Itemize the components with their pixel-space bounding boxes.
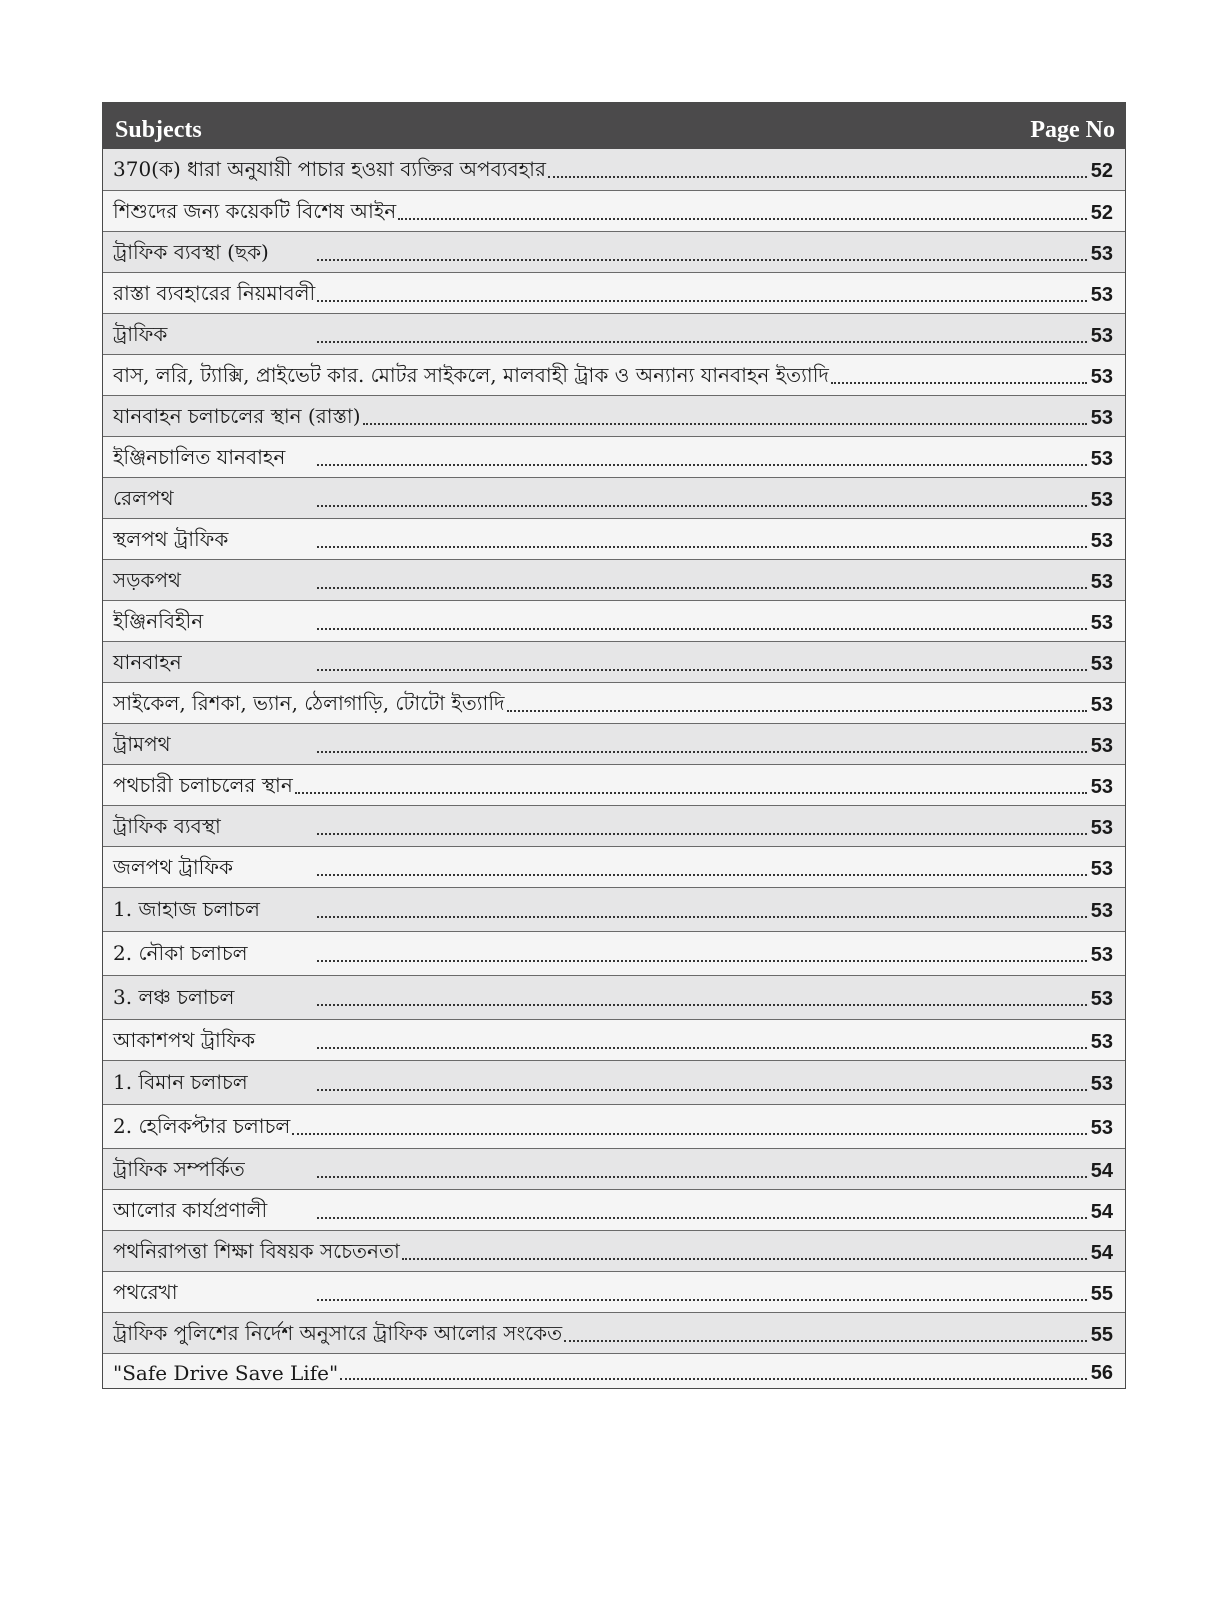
toc-row <box>103 1189 1125 1230</box>
toc-row <box>103 354 1125 395</box>
toc-subject: আলোর কার্যপ্রণালী <box>113 1197 268 1222</box>
toc-subject: যানবাহন চলাচলের স্থান (রাস্তা) <box>113 403 361 428</box>
toc-row <box>103 805 1125 846</box>
toc-row <box>103 846 1125 887</box>
toc-subject: বাস, লরি, ট্যাক্সি, প্রাইভেট কার. মোটর সাইকলে, মালবাহী ট্রাক ও অন্যান্য যানবাহন ইত্যাদি <box>113 362 829 387</box>
toc-row <box>103 477 1125 518</box>
toc-page-number: 53 <box>1090 406 1113 429</box>
toc-row <box>103 1104 1125 1148</box>
toc-row <box>103 1353 1125 1388</box>
toc-row <box>103 559 1125 600</box>
toc-row <box>103 600 1125 641</box>
toc-page-number: 55 <box>1090 1282 1113 1305</box>
dot-leader <box>507 709 1087 712</box>
toc-page-number: 54 <box>1090 1159 1113 1182</box>
toc-page-number: 53 <box>1090 1117 1113 1139</box>
toc-page-number: 53 <box>1090 283 1113 306</box>
toc-subject: রেলপথ <box>113 485 174 510</box>
toc-page-number: 53 <box>1090 365 1113 388</box>
toc-subject: "Safe Drive Save Life" <box>113 1361 339 1385</box>
dot-leader <box>317 340 1087 343</box>
toc-subject: 2. হেলিকপ্টার চলাচল <box>113 1114 291 1138</box>
toc-subject: রাস্তা ব্যবহারের নিয়মাবলী <box>113 280 316 305</box>
dot-leader <box>317 1088 1087 1091</box>
toc-subject: আকাশপথ ট্রাফিক <box>113 1027 256 1052</box>
dot-leader <box>317 1298 1087 1301</box>
toc-page-number: 53 <box>1090 775 1113 798</box>
toc-subject: শিশুদের জন্য কয়েকটি বিশেষ আইন <box>113 198 397 223</box>
toc-page-number: 53 <box>1090 944 1113 966</box>
toc-subject: 1. বিমান চলাচল <box>113 1070 248 1094</box>
toc-subject: পথচারী চলাচলের স্থান <box>113 772 293 797</box>
dot-leader <box>292 1132 1086 1135</box>
toc-subject: 3. লঞ্চ চলাচল <box>113 985 235 1009</box>
dot-leader <box>317 463 1087 466</box>
toc-subject: সড়কপথ <box>113 567 182 592</box>
toc-subject: ট্রাফিক <box>113 321 168 346</box>
table-of-contents <box>102 102 1126 1389</box>
toc-subject: ট্রাফিক ব্যবস্থা <box>113 813 221 838</box>
toc-subject: 2. নৌকা চলাচল <box>113 941 248 965</box>
toc-row <box>103 231 1125 272</box>
toc-page-number: 53 <box>1090 1030 1113 1053</box>
dot-leader <box>831 381 1087 384</box>
toc-subject: পথরেখা <box>113 1279 178 1304</box>
dot-leader <box>317 258 1087 261</box>
dot-leader <box>317 627 1087 630</box>
toc-subject: ট্রামপথ <box>113 731 171 756</box>
toc-page-number: 53 <box>1090 734 1113 757</box>
toc-page-number: 52 <box>1090 160 1113 182</box>
dot-leader <box>317 1216 1087 1219</box>
toc-subject: ট্রাফিক পুলিশের নির্দেশ অনুসারে ট্রাফিক আলোর সংকেত <box>113 1320 563 1345</box>
toc-subject: সাইকেল, রিশকা, ভ্যান, ঠেলাগাড়ি, টোটো ইত্যাদি <box>113 690 505 715</box>
dot-leader <box>317 832 1087 835</box>
dot-leader <box>340 1377 1087 1380</box>
toc-row <box>103 1271 1125 1312</box>
toc-rows <box>103 149 1125 1388</box>
toc-page-number: 53 <box>1090 652 1113 675</box>
dot-leader <box>317 586 1087 589</box>
dot-leader <box>317 1003 1087 1006</box>
toc-row <box>103 1019 1125 1060</box>
toc-subject: জলপথ ট্রাফিক <box>113 854 234 879</box>
toc-page-number: 54 <box>1090 1200 1113 1223</box>
toc-subject: স্থলপথ ট্রাফিক <box>113 526 229 551</box>
toc-row <box>103 931 1125 975</box>
toc-page-number: 53 <box>1090 900 1113 922</box>
dot-leader <box>564 1339 1087 1342</box>
toc-row <box>103 518 1125 559</box>
dot-leader <box>363 422 1087 425</box>
toc-page-number: 52 <box>1090 201 1113 224</box>
dot-leader <box>295 791 1087 794</box>
toc-subject: ইঞ্জিনচালিত যানবাহন <box>113 444 286 469</box>
dot-leader <box>317 959 1087 962</box>
toc-page-number: 53 <box>1090 693 1113 716</box>
toc-subject: যানবাহন <box>113 649 182 674</box>
toc-subject: ট্রাফিক সম্পর্কিত <box>113 1156 245 1181</box>
dot-leader <box>548 175 1087 178</box>
toc-page-number: 53 <box>1090 242 1113 265</box>
toc-row <box>103 149 1125 190</box>
toc-row <box>103 641 1125 682</box>
toc-row <box>103 1060 1125 1104</box>
toc-page-number: 54 <box>1090 1241 1113 1264</box>
toc-row <box>103 436 1125 477</box>
toc-subject: পথনিরাপত্তা শিক্ষা বিষয়ক সচেতনতা <box>113 1238 400 1263</box>
toc-row <box>103 395 1125 436</box>
toc-row <box>103 1312 1125 1353</box>
page-number-column-header: Page No <box>1030 116 1115 143</box>
toc-page-number: 53 <box>1090 988 1113 1010</box>
toc-subject: ইঞ্জিনবিহীন <box>113 608 204 633</box>
toc-row <box>103 272 1125 313</box>
toc-subject: 370(ক) ধারা অনুযায়ী পাচার হওয়া ব্যক্তির অপব্যবহার <box>113 157 546 181</box>
dot-leader <box>398 217 1087 220</box>
dot-leader <box>317 1175 1087 1178</box>
toc-row <box>103 682 1125 723</box>
toc-page-number: 53 <box>1090 488 1113 511</box>
dot-leader <box>317 915 1087 918</box>
toc-page-number: 53 <box>1090 857 1113 880</box>
dot-leader <box>317 545 1087 548</box>
toc-page-number: 53 <box>1090 324 1113 347</box>
toc-row <box>103 764 1125 805</box>
toc-page-number: 55 <box>1090 1323 1113 1346</box>
toc-subject: 1. জাহাজ চলাচল <box>113 897 260 921</box>
toc-row <box>103 887 1125 931</box>
toc-page-number: 53 <box>1090 570 1113 593</box>
toc-row <box>103 975 1125 1019</box>
toc-page-number: 53 <box>1090 1073 1113 1095</box>
toc-row <box>103 723 1125 764</box>
toc-row <box>103 1148 1125 1189</box>
toc-row <box>103 190 1125 231</box>
toc-page-number: 56 <box>1090 1361 1113 1384</box>
toc-page-number: 53 <box>1090 447 1113 470</box>
dot-leader <box>317 750 1087 753</box>
dot-leader <box>402 1257 1087 1260</box>
toc-row <box>103 1230 1125 1271</box>
dot-leader <box>317 1046 1087 1049</box>
dot-leader <box>317 668 1087 671</box>
toc-page-number: 53 <box>1090 611 1113 634</box>
dot-leader <box>317 873 1087 876</box>
dot-leader <box>317 299 1087 302</box>
toc-page-number: 53 <box>1090 529 1113 552</box>
toc-row <box>103 313 1125 354</box>
dot-leader <box>317 504 1087 507</box>
toc-header <box>103 103 1125 149</box>
subjects-column-header: Subjects <box>115 116 202 143</box>
toc-subject: ট্রাফিক ব্যবস্থা (ছক) <box>113 239 269 264</box>
toc-page-number: 53 <box>1090 816 1113 839</box>
